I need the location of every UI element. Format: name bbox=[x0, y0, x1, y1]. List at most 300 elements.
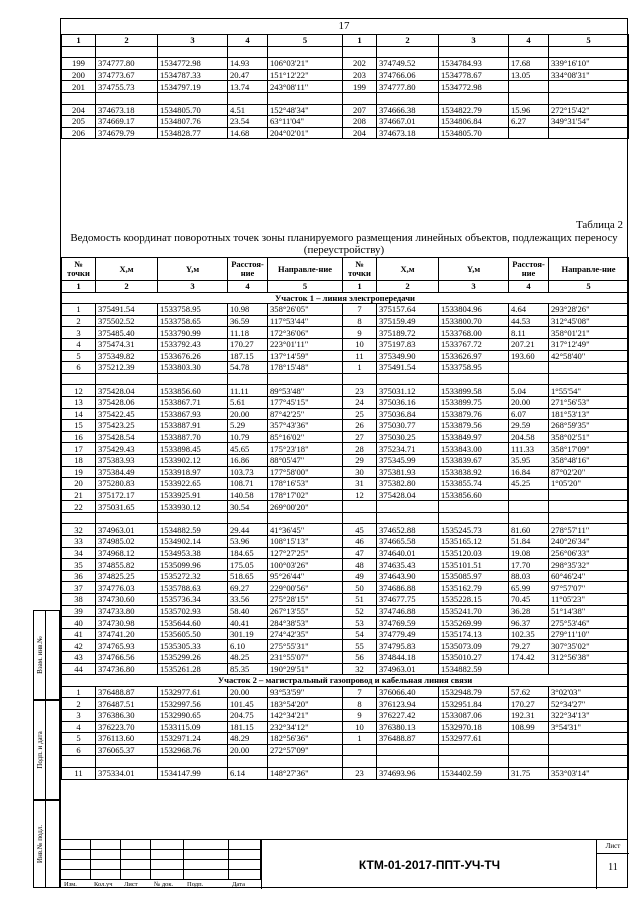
table-cell: 5 bbox=[62, 733, 96, 745]
table-cell: 40.41 bbox=[228, 617, 268, 629]
table-cell: 353°03'14" bbox=[549, 767, 629, 779]
table-cell: 232°34'12" bbox=[268, 721, 343, 733]
table-cell: 35 bbox=[62, 559, 96, 571]
side-label-inv: Инв.№ подл. bbox=[35, 824, 44, 864]
table-cell: 1535299.26 bbox=[158, 652, 228, 664]
table-cell: 36.28 bbox=[509, 605, 549, 617]
table-cell: 1533626.97 bbox=[439, 350, 509, 362]
table-cell bbox=[549, 756, 629, 768]
table-cell: 375030.25 bbox=[377, 431, 439, 443]
table-cell: 142°34'21" bbox=[268, 709, 343, 721]
sheet-label: Лист bbox=[597, 842, 629, 854]
top-table-header-row bbox=[62, 35, 629, 47]
title-block-cell bbox=[91, 840, 121, 850]
table-cell: 374749.52 bbox=[377, 58, 439, 70]
table-cell: 204.58 bbox=[509, 431, 549, 443]
table-cell: 339°16'10" bbox=[549, 58, 629, 70]
table-cell: 5.04 bbox=[509, 385, 549, 397]
title-block-cell bbox=[184, 860, 229, 870]
column-number: 2 bbox=[377, 281, 439, 293]
table-cell bbox=[268, 92, 343, 104]
table-row bbox=[62, 721, 629, 733]
table-cell: 56 bbox=[343, 652, 377, 664]
table-cell: 152°48'34" bbox=[268, 104, 343, 116]
table-cell: 23 bbox=[343, 385, 377, 397]
table-cell: 93°53'59" bbox=[268, 686, 343, 698]
table-cell: 16 bbox=[62, 431, 96, 443]
table-cell: 1535101.51 bbox=[439, 559, 509, 571]
table-cell: 1533758.65 bbox=[158, 315, 228, 327]
table-row bbox=[62, 420, 629, 432]
side-label-podp: Подп. и дата bbox=[35, 731, 44, 769]
table-cell: 181°53'13" bbox=[549, 408, 629, 420]
table-cell: 206 bbox=[62, 127, 96, 139]
table-cell: 375423.25 bbox=[96, 420, 158, 432]
table-cell: 1534902.14 bbox=[158, 536, 228, 548]
table-cell: 375384.49 bbox=[96, 466, 158, 478]
table-cell: 2 bbox=[62, 698, 96, 710]
table-cell: 8 bbox=[343, 698, 377, 710]
table-cell bbox=[96, 46, 158, 58]
column-header: X,м bbox=[377, 258, 439, 281]
table-cell: 17 bbox=[62, 443, 96, 455]
table-cell: 374855.82 bbox=[96, 559, 158, 571]
table-cell bbox=[509, 46, 549, 58]
table-cell: 1533804.96 bbox=[439, 304, 509, 316]
table-cell: 19 bbox=[62, 466, 96, 478]
table-cell: 199 bbox=[343, 81, 377, 93]
table-cell bbox=[62, 512, 96, 524]
table-row bbox=[62, 570, 629, 582]
table-row bbox=[62, 524, 629, 536]
table-cell: 376386.30 bbox=[96, 709, 158, 721]
table-cell: 207 bbox=[343, 104, 377, 116]
title-block-cell bbox=[91, 870, 121, 880]
table-cell: 35.95 bbox=[509, 454, 549, 466]
title-block-label: № док. bbox=[154, 881, 174, 888]
table-cell: 1532971.24 bbox=[158, 733, 228, 745]
table-cell: 54 bbox=[343, 628, 377, 640]
table-cell: 23.54 bbox=[228, 116, 268, 128]
table-cell bbox=[158, 512, 228, 524]
table-cell: 1535272.32 bbox=[158, 570, 228, 582]
table-row bbox=[62, 304, 629, 316]
table-cell: 13 bbox=[62, 396, 96, 408]
table-cell: 374968.12 bbox=[96, 547, 158, 559]
table-cell bbox=[549, 92, 629, 104]
table-cell: 79.27 bbox=[509, 640, 549, 652]
table-cell: 3°54'31" bbox=[549, 721, 629, 733]
table-cell: 3 bbox=[62, 327, 96, 339]
table-cell: 1534147.99 bbox=[158, 767, 228, 779]
table-cell bbox=[549, 81, 629, 93]
table-cell: 375429.43 bbox=[96, 443, 158, 455]
table-cell: 14.68 bbox=[228, 127, 268, 139]
table-cell: 108.71 bbox=[228, 478, 268, 490]
table-cell: 374779.49 bbox=[377, 628, 439, 640]
table-cell bbox=[549, 733, 629, 745]
table-cell: 1532977.61 bbox=[439, 733, 509, 745]
table-cell: 1533758.95 bbox=[158, 304, 228, 316]
column-number: 5 bbox=[268, 281, 343, 293]
table-cell: 375157.64 bbox=[377, 304, 439, 316]
table-cell: 13.05 bbox=[509, 69, 549, 81]
table-cell: 88°05'47" bbox=[268, 454, 343, 466]
table-cell: 376227.42 bbox=[377, 709, 439, 721]
table-cell: 11 bbox=[343, 350, 377, 362]
column-header: 1 bbox=[343, 35, 377, 47]
table-cell: 19.08 bbox=[509, 547, 549, 559]
table-cell: 14 bbox=[62, 408, 96, 420]
table-cell: 375485.40 bbox=[96, 327, 158, 339]
table-cell: 518.65 bbox=[228, 570, 268, 582]
table-cell: 95°26'44" bbox=[268, 570, 343, 582]
table-cell bbox=[343, 46, 377, 58]
table-cell: 30.54 bbox=[228, 501, 268, 513]
table-cell: 375334.01 bbox=[96, 767, 158, 779]
table-cell: 4.64 bbox=[509, 304, 549, 316]
table-cell: 375172.17 bbox=[96, 489, 158, 501]
column-header: Y,м bbox=[439, 258, 509, 281]
table-cell: 11 bbox=[62, 767, 96, 779]
table-cell: 48.29 bbox=[228, 733, 268, 745]
table-cell bbox=[96, 373, 158, 385]
table-cell: 1533887.91 bbox=[158, 420, 228, 432]
table-row bbox=[62, 127, 629, 139]
table-cell bbox=[377, 373, 439, 385]
table-cell: 317°12'49" bbox=[549, 338, 629, 350]
table-cell: 1533899.75 bbox=[439, 396, 509, 408]
table-cell: 1532968.76 bbox=[158, 744, 228, 756]
table-cell: 1533792.43 bbox=[158, 338, 228, 350]
table-cell bbox=[96, 92, 158, 104]
table-cell: 29.59 bbox=[509, 420, 549, 432]
table-cell: 275°53'46" bbox=[549, 617, 629, 629]
table-cell: 87°02'20" bbox=[549, 466, 629, 478]
table-cell: 1532997.56 bbox=[158, 698, 228, 710]
table-cell: 1 bbox=[62, 686, 96, 698]
table-cell: 376065.37 bbox=[96, 744, 158, 756]
table-cell bbox=[268, 46, 343, 58]
side-label-vzam: Взам. инв.№ bbox=[35, 636, 44, 674]
table-cell bbox=[158, 373, 228, 385]
table-cell: 375212.39 bbox=[96, 362, 158, 374]
table-cell: 88.03 bbox=[509, 570, 549, 582]
table-row bbox=[62, 559, 629, 571]
table-cell: 1533676.26 bbox=[158, 350, 228, 362]
table-cell: 1534953.38 bbox=[158, 547, 228, 559]
table-cell: 5.29 bbox=[228, 420, 268, 432]
table-row bbox=[62, 663, 629, 675]
table-cell: 334°08'31" bbox=[549, 69, 629, 81]
table-cell: 60°46'24" bbox=[549, 570, 629, 582]
column-number: 1 bbox=[62, 281, 96, 293]
table-row bbox=[62, 640, 629, 652]
table-cell: 70.45 bbox=[509, 594, 549, 606]
table-cell: 34 bbox=[62, 547, 96, 559]
table-cell bbox=[228, 92, 268, 104]
table-cell: 108.99 bbox=[509, 721, 549, 733]
table-cell: 6 bbox=[62, 362, 96, 374]
table-row bbox=[62, 315, 629, 327]
table-cell: 376488.87 bbox=[377, 733, 439, 745]
table-cell: 375036.84 bbox=[377, 408, 439, 420]
table-cell bbox=[509, 489, 549, 501]
table-cell: 22 bbox=[62, 501, 96, 513]
table-cell: 293°28'26" bbox=[549, 304, 629, 316]
table-cell: 69.27 bbox=[228, 582, 268, 594]
table-cell: 358°02'51" bbox=[549, 431, 629, 443]
title-block-cell bbox=[121, 850, 151, 860]
table-row bbox=[62, 547, 629, 559]
table-cell: 20 bbox=[62, 478, 96, 490]
table-cell: 298°35'32" bbox=[549, 559, 629, 571]
table-cell: 1535644.60 bbox=[158, 617, 228, 629]
table-row bbox=[62, 104, 629, 116]
table-cell: 1534778.67 bbox=[439, 69, 509, 81]
table-row bbox=[62, 408, 629, 420]
table-cell bbox=[509, 373, 549, 385]
table-cell: 1533922.65 bbox=[158, 478, 228, 490]
table-row bbox=[62, 709, 629, 721]
table-title: Ведомость координат поворотных точек зоны планируемого размещения линейных объектов, подлежащих переносу (переустройству) bbox=[70, 232, 618, 256]
table-cell: 1534772.98 bbox=[439, 81, 509, 93]
table-cell: 201 bbox=[62, 81, 96, 93]
column-header: 5 bbox=[549, 35, 629, 47]
table-cell: 375422.45 bbox=[96, 408, 158, 420]
table-cell: 375491.54 bbox=[377, 362, 439, 374]
table-cell: 47 bbox=[343, 547, 377, 559]
table-cell: 45 bbox=[343, 524, 377, 536]
table-cell: 24 bbox=[343, 396, 377, 408]
table-cell: 231°55'07" bbox=[268, 652, 343, 664]
table-cell: 41°36'45" bbox=[268, 524, 343, 536]
table-cell: 375036.16 bbox=[377, 396, 439, 408]
table-cell bbox=[509, 92, 549, 104]
table-cell: 21 bbox=[62, 489, 96, 501]
table-cell bbox=[343, 501, 377, 513]
table-cell: 39 bbox=[62, 605, 96, 617]
table-cell: 38 bbox=[62, 594, 96, 606]
table-cell: 1535228.15 bbox=[439, 594, 509, 606]
title-block-cell bbox=[121, 840, 151, 850]
table-cell: 187.15 bbox=[228, 350, 268, 362]
table-cell: 8.11 bbox=[509, 327, 549, 339]
section-row bbox=[62, 292, 629, 304]
table-cell: 1535162.79 bbox=[439, 582, 509, 594]
column-number: 4 bbox=[228, 281, 268, 293]
table-cell: 42°58'40" bbox=[549, 350, 629, 362]
table-cell: 375189.72 bbox=[377, 327, 439, 339]
table-cell: 51 bbox=[343, 594, 377, 606]
table-cell: 284°38'53" bbox=[268, 617, 343, 629]
table-cell bbox=[439, 92, 509, 104]
table-cell bbox=[509, 756, 549, 768]
table-cell bbox=[549, 127, 629, 139]
column-header: 5 bbox=[268, 35, 343, 47]
table-cell bbox=[549, 501, 629, 513]
table-row bbox=[62, 512, 629, 524]
table-cell: 11.11 bbox=[228, 385, 268, 397]
table-cell: 51°14'38" bbox=[549, 605, 629, 617]
column-header: Направле-ние bbox=[549, 258, 629, 281]
section-title: Участок 2 – магистральный газопровод и кабельная линия связи bbox=[62, 675, 629, 687]
table-cell: 18 bbox=[62, 454, 96, 466]
table-cell: 358°48'16" bbox=[549, 454, 629, 466]
table-cell: 23 bbox=[343, 767, 377, 779]
table-cell: 6.10 bbox=[228, 640, 268, 652]
table-cell: 243°08'11" bbox=[268, 81, 343, 93]
table-cell: 10.98 bbox=[228, 304, 268, 316]
table-cell bbox=[343, 744, 377, 756]
table-cell: 374765.93 bbox=[96, 640, 158, 652]
table-cell bbox=[549, 489, 629, 501]
table-cell: 1535736.34 bbox=[158, 594, 228, 606]
table-cell bbox=[439, 512, 509, 524]
table-cell bbox=[549, 744, 629, 756]
table-cell: 97°57'07" bbox=[549, 582, 629, 594]
title-block-cell bbox=[151, 870, 184, 880]
title-block-cell bbox=[121, 860, 151, 870]
table-cell bbox=[228, 512, 268, 524]
table-cell: 375234.71 bbox=[377, 443, 439, 455]
table-cell: 41 bbox=[62, 628, 96, 640]
table-cell: 4 bbox=[62, 338, 96, 350]
table-cell: 102.35 bbox=[509, 628, 549, 640]
table-cell: 1535305.33 bbox=[158, 640, 228, 652]
table-cell: 170.27 bbox=[509, 698, 549, 710]
table-cell bbox=[439, 373, 509, 385]
table-row bbox=[62, 756, 629, 768]
table-cell: 1534772.98 bbox=[158, 58, 228, 70]
title-block-label: Лист bbox=[124, 881, 138, 888]
table-cell: 17.68 bbox=[509, 58, 549, 70]
table-cell: 6.14 bbox=[228, 767, 268, 779]
sheet-box bbox=[596, 840, 629, 889]
table-cell: 4 bbox=[62, 721, 96, 733]
table-cell bbox=[377, 512, 439, 524]
table-cell: 55 bbox=[343, 640, 377, 652]
table-cell: 1533768.00 bbox=[439, 327, 509, 339]
table-cell: 7 bbox=[343, 686, 377, 698]
table-cell: 1533115.09 bbox=[158, 721, 228, 733]
table-cell bbox=[228, 373, 268, 385]
table-cell: 375491.54 bbox=[96, 304, 158, 316]
table-cell: 36.59 bbox=[228, 315, 268, 327]
table-row bbox=[62, 454, 629, 466]
table-row bbox=[62, 350, 629, 362]
table-cell: 202 bbox=[343, 58, 377, 70]
table-cell: 1533856.60 bbox=[158, 385, 228, 397]
table-cell: 49 bbox=[343, 570, 377, 582]
table-cell: 3°02'03" bbox=[549, 686, 629, 698]
table-cell: 1535085.97 bbox=[439, 570, 509, 582]
table-cell: 63°11'04" bbox=[268, 116, 343, 128]
table-row bbox=[62, 58, 629, 70]
table-cell: 25 bbox=[343, 408, 377, 420]
table-cell bbox=[439, 744, 509, 756]
table-cell: 32 bbox=[62, 524, 96, 536]
table-cell: 1535261.28 bbox=[158, 663, 228, 675]
table-cell: 44 bbox=[62, 663, 96, 675]
table-cell: 178°16'53" bbox=[268, 478, 343, 490]
table-cell: 376113.60 bbox=[96, 733, 158, 745]
column-header: 3 bbox=[158, 35, 228, 47]
table-cell: 5 bbox=[62, 350, 96, 362]
table-cell bbox=[509, 744, 549, 756]
table-row bbox=[62, 81, 629, 93]
table-cell: 1 bbox=[62, 304, 96, 316]
title-block-label: Подп. bbox=[187, 881, 204, 888]
title-block-cell bbox=[61, 840, 91, 850]
table-cell: 374963.01 bbox=[96, 524, 158, 536]
table-cell: 374769.59 bbox=[377, 617, 439, 629]
title-block-cell bbox=[151, 840, 184, 850]
table-cell: 375280.83 bbox=[96, 478, 158, 490]
table-cell: 1 bbox=[343, 733, 377, 745]
table-row bbox=[62, 733, 629, 745]
table-cell: 267°13'55" bbox=[268, 605, 343, 617]
table-cell: 375428.04 bbox=[96, 385, 158, 397]
table-cell: 58.40 bbox=[228, 605, 268, 617]
table-cell: 1°05'20" bbox=[549, 478, 629, 490]
table-cell: 14.93 bbox=[228, 58, 268, 70]
table-cell: 374643.90 bbox=[377, 570, 439, 582]
table-cell: 275°28'15" bbox=[268, 594, 343, 606]
table-row bbox=[62, 385, 629, 397]
title-block-cell bbox=[121, 870, 151, 880]
table-cell: 278°57'11" bbox=[549, 524, 629, 536]
title-block-grid bbox=[61, 840, 261, 889]
table-cell: 374679.79 bbox=[96, 127, 158, 139]
table-cell: 45.65 bbox=[228, 443, 268, 455]
table-cell: 111.33 bbox=[509, 443, 549, 455]
table-row bbox=[62, 466, 629, 478]
table-cell bbox=[343, 756, 377, 768]
table-cell bbox=[377, 92, 439, 104]
table-row bbox=[62, 536, 629, 548]
table-cell bbox=[509, 663, 549, 675]
table-cell bbox=[439, 501, 509, 513]
table-cell: 54.78 bbox=[228, 362, 268, 374]
table-cell: 10 bbox=[343, 338, 377, 350]
table-cell: 6.07 bbox=[509, 408, 549, 420]
table-cell: 268°59'35" bbox=[549, 420, 629, 432]
column-header: № точки bbox=[343, 258, 377, 281]
section-row bbox=[62, 675, 629, 687]
table-cell: 357°43'36" bbox=[268, 420, 343, 432]
table-cell: 205 bbox=[62, 116, 96, 128]
table-cell: 117°53'44" bbox=[268, 315, 343, 327]
title-block-cell bbox=[229, 850, 261, 860]
table-cell: 375197.83 bbox=[377, 338, 439, 350]
table-cell: 11.18 bbox=[228, 327, 268, 339]
table-cell: 9 bbox=[343, 327, 377, 339]
table-cell bbox=[343, 92, 377, 104]
table-cell: 349°31'54" bbox=[549, 116, 629, 128]
table-cell bbox=[268, 373, 343, 385]
table-cell bbox=[62, 46, 96, 58]
table-cell: 45.25 bbox=[509, 478, 549, 490]
table-row bbox=[62, 605, 629, 617]
table-cell: 374777.80 bbox=[377, 81, 439, 93]
table-cell: 375381.93 bbox=[377, 466, 439, 478]
table-cell bbox=[343, 373, 377, 385]
table-cell: 36 bbox=[62, 570, 96, 582]
table-row bbox=[62, 362, 629, 374]
column-header: № точки bbox=[62, 258, 96, 281]
table-cell: 271°56'53" bbox=[549, 396, 629, 408]
